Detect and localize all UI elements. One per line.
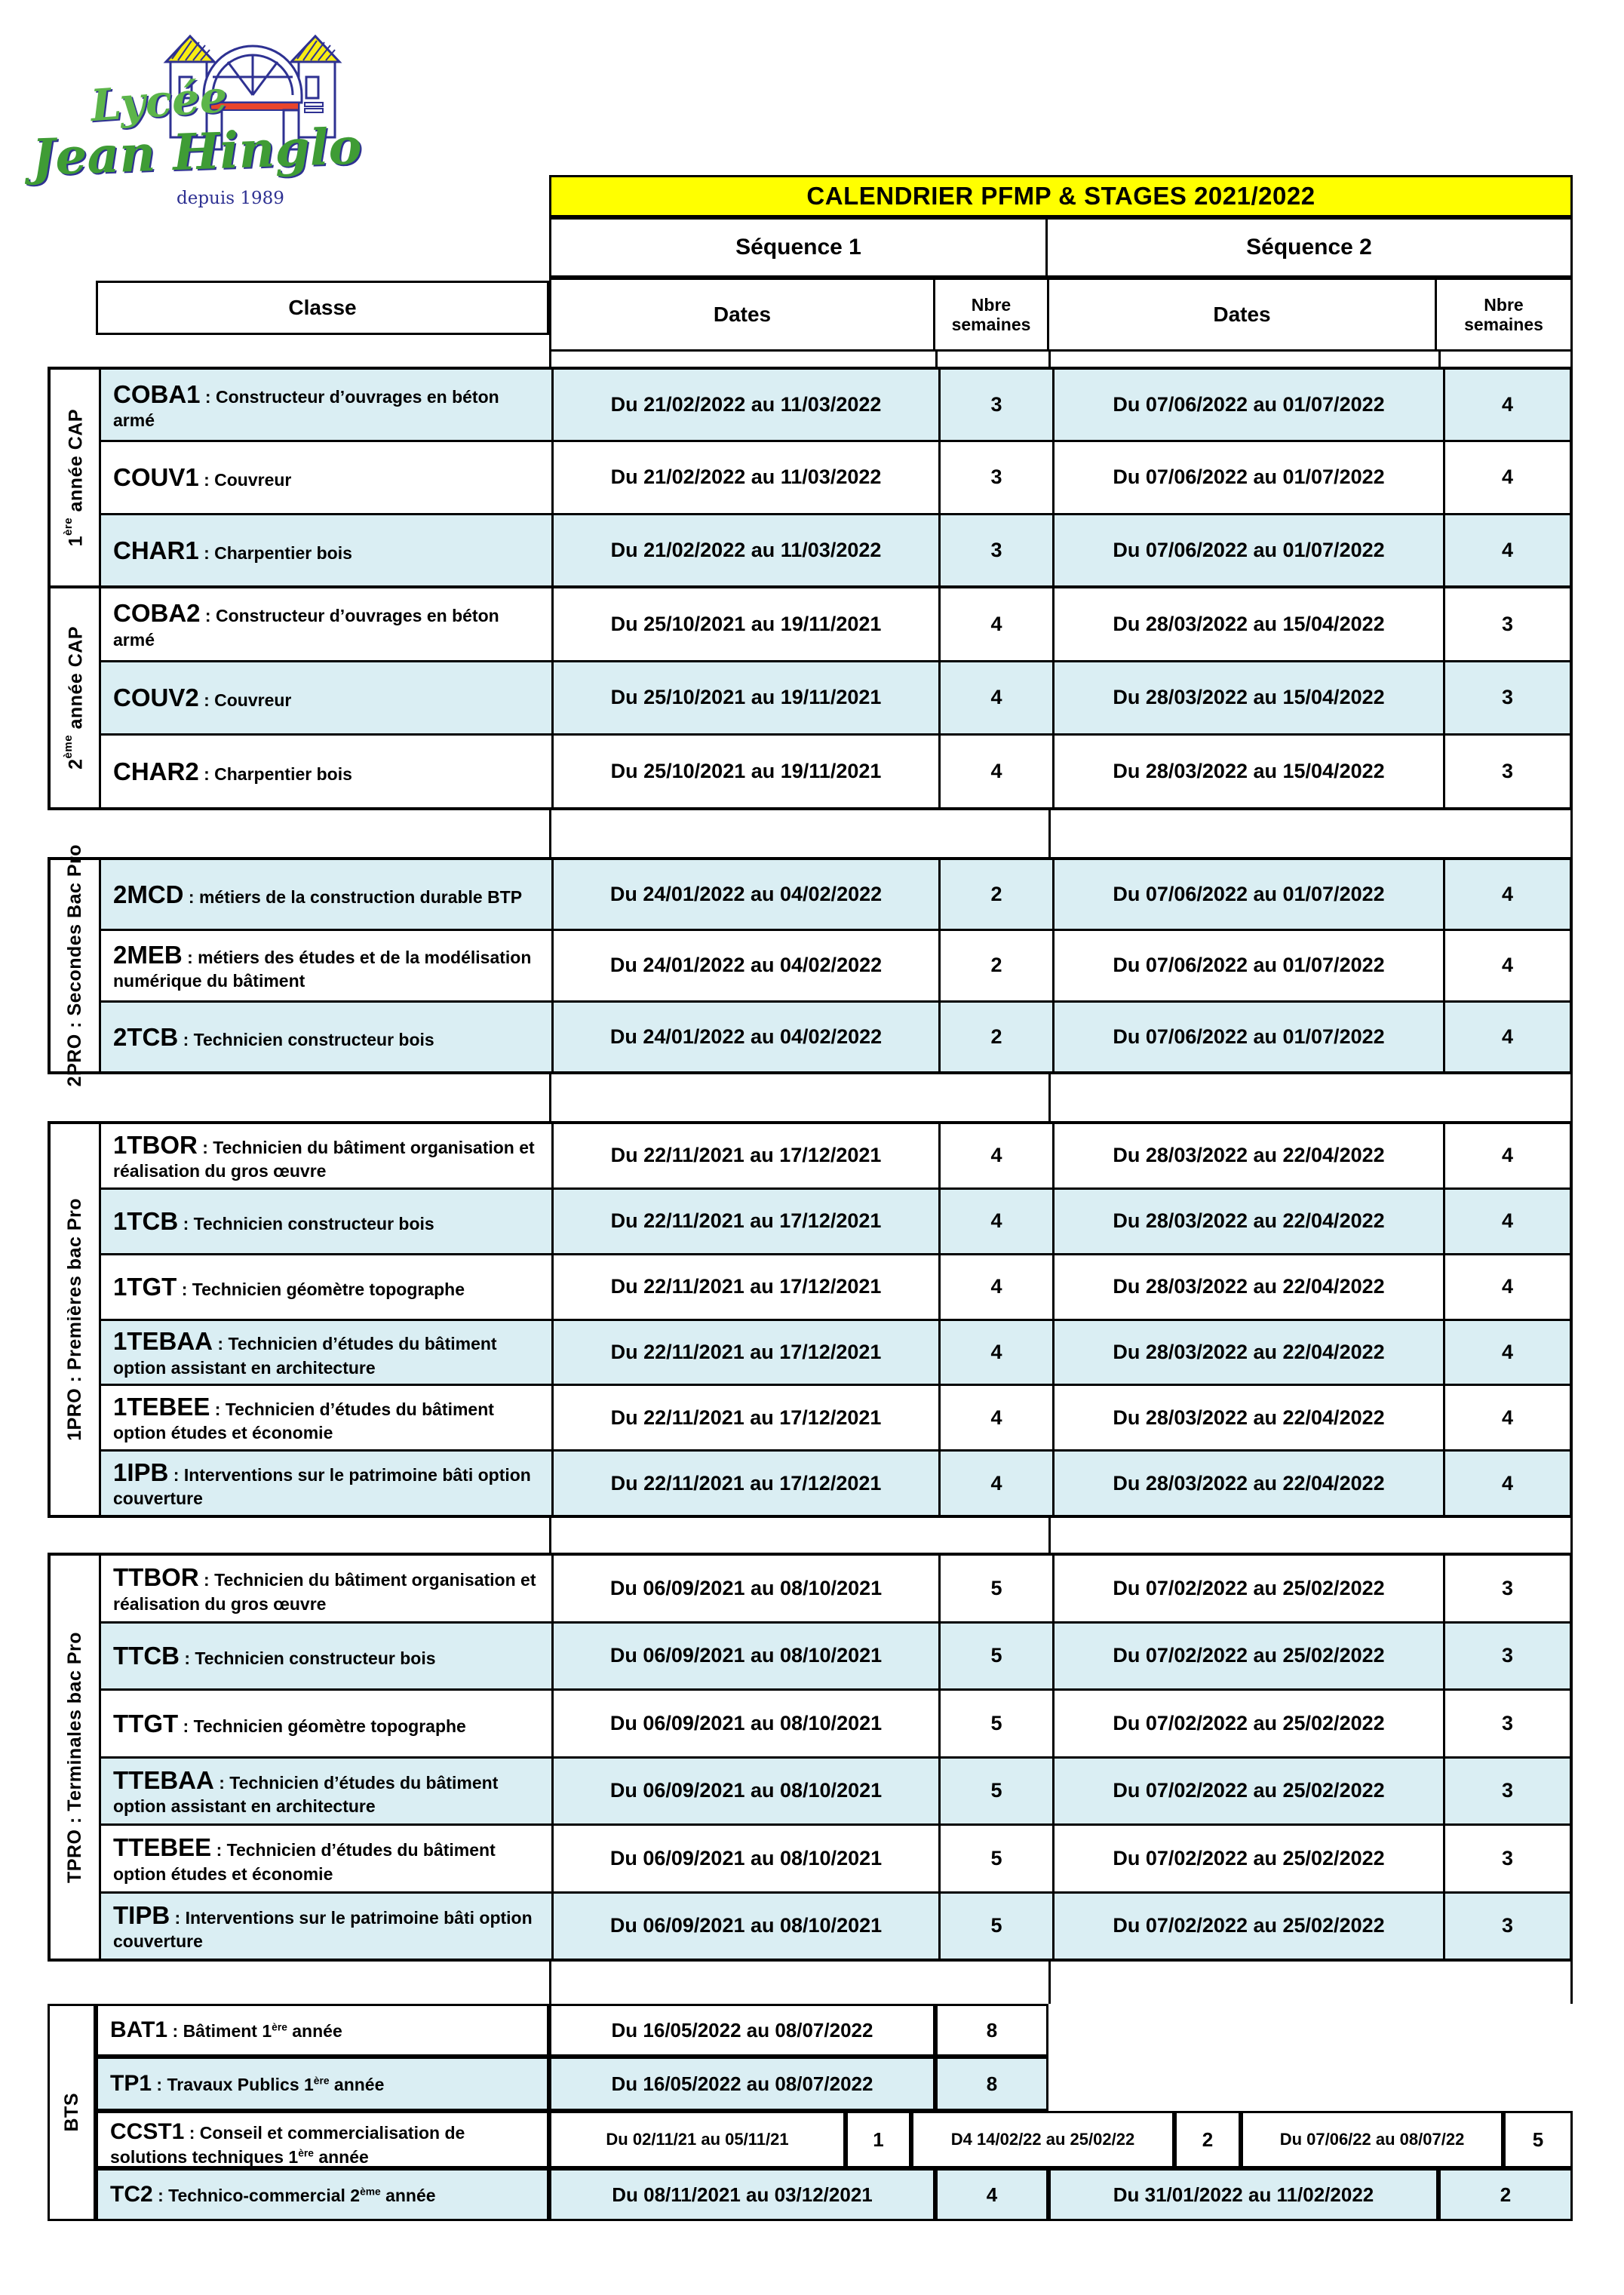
date-cell: Du 07/06/2022 au 01/07/2022 [1055,370,1443,440]
classe-cell: COBA2 : Constructeur d’ouvrages en béton armé [101,588,551,660]
classe-cell: 2MCD : métiers de la construction durable BTP [101,860,551,929]
date-cell: Du 06/09/2021 au 08/10/2021 [554,1556,938,1621]
sequence2-header: Séquence 2 [1048,220,1570,275]
classe-cell: TTBOR : Technicien du bâtiment organisation et réalisation du gros œuvre [101,1556,551,1621]
date-cell: Du 07/06/22 au 08/07/22 [1241,2111,1503,2168]
date-cell: Du 25/10/2021 au 19/11/2021 [554,736,938,807]
table-group-bts [48,2004,1573,2221]
classe-cell: 1IPB : Interventions sur le patrimoine bâti option couverture [101,1452,551,1515]
sequence-header-row [549,217,1573,278]
weeks-cell: 4 [1445,1190,1570,1253]
weeks-cell: 2 [1174,2111,1241,2168]
classe-cell: TTEBEE : Technicien d’études du bâtiment option études et économie [101,1826,551,1891]
logo-tagline: depuis 1989 [177,189,284,208]
date-cell: Du 06/09/2021 au 08/10/2021 [554,1624,938,1689]
weeks-cell: 4 [1445,1124,1570,1187]
date-cell: Du 08/11/2021 au 03/12/2021 [549,2168,935,2221]
date-cell: Du 22/11/2021 au 17/12/2021 [554,1386,938,1449]
date-cell: Du 07/02/2022 au 25/02/2022 [1055,1556,1443,1621]
weeks-cell: 4 [941,1321,1052,1384]
table-group [48,585,1573,810]
weeks-cell: 4 [935,2168,1048,2221]
group-label: 2ème année CAP [51,588,99,807]
classe-cell: TTCB : Technicien constructeur bois [101,1624,551,1689]
weeks-cell: 2 [941,1003,1052,1071]
date-cell: Du 07/06/2022 au 01/07/2022 [1055,442,1443,512]
weeks-cell: 3 [1445,736,1570,807]
date-cell: Du 28/03/2022 au 22/04/2022 [1055,1255,1443,1319]
logo-school-name: Jean Hinglo [30,116,363,187]
date-cell: Du 16/05/2022 au 08/07/2022 [549,2057,935,2111]
classe-cell: CCST1 : Conseil et commercialisation de solutions techniques 1ère année [96,2111,549,2168]
classe-cell: TTGT : Technicien géomètre topographe [101,1691,551,1756]
date-cell: Du 24/01/2022 au 04/02/2022 [554,1003,938,1071]
weeks-cell: 4 [1445,860,1570,929]
date-cell: Du 21/02/2022 au 11/03/2022 [554,442,938,512]
table-spacer-row [549,352,1573,367]
weeks-cell: 3 [1445,662,1570,734]
weeks-cell: 4 [1445,442,1570,512]
table-spacer-row [549,1074,1573,1121]
seq2-dates-header: Dates [1049,280,1435,349]
group-label: 1ère année CAP [51,370,99,585]
table-spacer-row [549,1962,1573,2004]
date-cell: Du 02/11/21 au 05/11/21 [549,2111,846,2168]
weeks-cell: 4 [941,1190,1052,1253]
date-cell: Du 07/06/2022 au 01/07/2022 [1055,1003,1443,1071]
weeks-cell: 3 [941,515,1052,585]
weeks-cell: 3 [1445,1624,1570,1689]
classe-cell: TC2 : Technico-commercial 2ème année [96,2168,549,2221]
date-cell: Du 24/01/2022 au 04/02/2022 [554,931,938,1000]
classe-cell: COBA1 : Constructeur d’ouvrages en béton armé [101,370,551,440]
classe-cell: 1TCB : Technicien constructeur bois [101,1190,551,1253]
date-cell: Du 21/02/2022 au 11/03/2022 [554,515,938,585]
weeks-cell: 5 [941,1624,1052,1689]
date-cell: Du 25/10/2021 au 19/11/2021 [554,662,938,734]
weeks-cell: 1 [846,2111,911,2168]
classe-cell: COUV1 : Couvreur [101,442,551,512]
weeks-cell: 3 [1445,1691,1570,1756]
date-cell: Du 07/02/2022 au 25/02/2022 [1055,1691,1443,1756]
school-logo [32,9,424,220]
date-cell: Du 28/03/2022 au 15/04/2022 [1055,588,1443,660]
date-cell: Du 28/03/2022 au 22/04/2022 [1055,1386,1443,1449]
weeks-cell: 3 [941,442,1052,512]
group-label: BTS [48,2004,96,2221]
weeks-cell: 2 [941,860,1052,929]
table-spacer-row [549,810,1573,857]
date-cell: Du 24/01/2022 au 04/02/2022 [554,860,938,929]
weeks-cell: 4 [941,1386,1052,1449]
date-cell: Du 28/03/2022 au 15/04/2022 [1055,662,1443,734]
date-cell: Du 07/02/2022 au 25/02/2022 [1055,1826,1443,1891]
weeks-cell: 8 [935,2057,1048,2111]
date-cell: Du 22/11/2021 au 17/12/2021 [554,1190,938,1253]
weeks-cell: 8 [935,2004,1048,2057]
weeks-cell: 4 [1445,515,1570,585]
weeks-cell: 4 [1445,370,1570,440]
classe-cell: TTEBAA : Technicien d’études du bâtiment option assistant en architecture [101,1759,551,1824]
date-cell: Du 07/06/2022 au 01/07/2022 [1055,860,1443,929]
table-group [48,1553,1573,1962]
date-cell: Du 06/09/2021 au 08/10/2021 [554,1759,938,1824]
date-cell: Du 28/03/2022 au 22/04/2022 [1055,1321,1443,1384]
weeks-cell: 3 [1445,1556,1570,1621]
weeks-cell: 4 [941,662,1052,734]
classe-cell: COUV2 : Couvreur [101,662,551,734]
date-cell: Du 28/03/2022 au 22/04/2022 [1055,1452,1443,1515]
date-cell: Du 06/09/2021 au 08/10/2021 [554,1894,938,1959]
date-cell: Du 07/02/2022 au 25/02/2022 [1055,1894,1443,1959]
weeks-cell: 4 [1445,1321,1570,1384]
weeks-cell: 4 [941,1255,1052,1319]
date-cell: Du 31/01/2022 au 11/02/2022 [1048,2168,1438,2221]
date-cell: Du 07/02/2022 au 25/02/2022 [1055,1624,1443,1689]
classe-cell: BAT1 : Bâtiment 1ère année [96,2004,549,2057]
table-group [48,367,1573,588]
weeks-cell: 4 [1445,1255,1570,1319]
weeks-cell: 2 [1438,2168,1573,2221]
classe-cell: 1TGT : Technicien géomètre topographe [101,1255,551,1319]
date-cell: Du 28/03/2022 au 15/04/2022 [1055,736,1443,807]
date-cell: Du 06/09/2021 au 08/10/2021 [554,1691,938,1756]
classe-cell: TP1 : Travaux Publics 1ère année [96,2057,549,2111]
date-cell: Du 22/11/2021 au 17/12/2021 [554,1321,938,1384]
classe-cell: 1TBOR : Technicien du bâtiment organisation et réalisation du gros œuvre [101,1124,551,1187]
date-cell: Du 07/02/2022 au 25/02/2022 [1055,1759,1443,1824]
table-spacer-row [549,1518,1573,1553]
date-cell: Du 07/06/2022 au 01/07/2022 [1055,931,1443,1000]
classe-cell: 2MEB : métiers des études et de la modélisation numérique du bâtiment [101,931,551,1000]
column-header-row [549,278,1573,352]
group-label: 2PRO : Secondes Bac Pro [51,860,99,1071]
table-group [48,844,1573,1087]
weeks-cell: 4 [941,588,1052,660]
date-cell: Du 22/11/2021 au 17/12/2021 [554,1124,938,1187]
weeks-cell: 3 [1445,1894,1570,1959]
weeks-cell: 3 [1445,1826,1570,1891]
date-cell: Du 06/09/2021 au 08/10/2021 [554,1826,938,1891]
weeks-cell: 5 [941,1826,1052,1891]
weeks-cell: 5 [1503,2111,1573,2168]
group-label: 1PRO : Premières bac Pro [51,1124,99,1515]
seq1-dates-header: Dates [551,280,933,349]
date-cell: Du 28/03/2022 au 22/04/2022 [1055,1190,1443,1253]
date-cell: D4 14/02/22 au 25/02/22 [911,2111,1174,2168]
classe-cell: TIPB : Interventions sur le patrimoine bâti option couverture [101,1894,551,1959]
weeks-cell: 5 [941,1691,1052,1756]
classe-cell: 1TEBEE : Technicien d’études du bâtiment option études et économie [101,1386,551,1449]
weeks-cell: 3 [941,370,1052,440]
seq1-weeks-header: Nbre semaines [935,280,1047,349]
page-title: CALENDRIER PFMP & STAGES 2021/2022 [549,175,1573,217]
weeks-cell: 4 [941,736,1052,807]
weeks-cell: 3 [1445,588,1570,660]
group-label: TPRO : Terminales bac Pro [51,1556,99,1959]
sequence1-header: Séquence 1 [551,220,1045,275]
weeks-cell: 4 [1445,1003,1570,1071]
weeks-cell: 5 [941,1894,1052,1959]
date-cell: Du 21/02/2022 au 11/03/2022 [554,370,938,440]
weeks-cell: 4 [1445,931,1570,1000]
weeks-cell: 5 [941,1556,1052,1621]
date-cell: Du 28/03/2022 au 22/04/2022 [1055,1124,1443,1187]
table-group [48,1121,1573,1518]
date-cell: Du 16/05/2022 au 08/07/2022 [549,2004,935,2057]
date-cell: Du 07/06/2022 au 01/07/2022 [1055,515,1443,585]
weeks-cell: 2 [941,931,1052,1000]
weeks-cell: 4 [941,1124,1052,1187]
date-cell: Du 22/11/2021 au 17/12/2021 [554,1452,938,1515]
classe-cell: 1TEBAA : Technicien d’études du bâtiment option assistant en architecture [101,1321,551,1384]
classe-cell: 2TCB : Technicien constructeur bois [101,1003,551,1071]
weeks-cell: 5 [941,1759,1052,1824]
weeks-cell: 4 [1445,1386,1570,1449]
classe-cell: CHAR1 : Charpentier bois [101,515,551,585]
weeks-cell: 4 [941,1452,1052,1515]
date-cell: Du 25/10/2021 au 19/11/2021 [554,588,938,660]
weeks-cell: 3 [1445,1759,1570,1824]
classe-cell: CHAR2 : Charpentier bois [101,736,551,807]
weeks-cell: 4 [1445,1452,1570,1515]
classe-header: Classe [96,281,549,335]
date-cell: Du 22/11/2021 au 17/12/2021 [554,1255,938,1319]
seq2-weeks-header: Nbre semaines [1437,280,1570,349]
logo-school-type: Lycée [88,70,229,132]
